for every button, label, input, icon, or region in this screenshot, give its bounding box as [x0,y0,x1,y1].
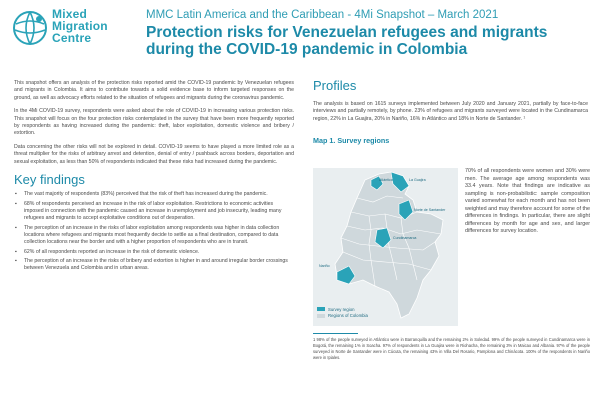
logo-line-1: Mixed [52,7,88,21]
footnote-divider [313,333,358,334]
mmc-logo[interactable] [12,8,127,52]
profiles-paragraph: The analysis is based on 1615 surveys implemented between July 2020 and January 2021, partially by face-to-face interviews and partially remotely, by phone. 23% of refugees and migrants surveyed were located in the Cundinamarca region, 22% in La Guajira, 20% in Nariño, 16% in Atlántico and 18% in Norte de Santander. ¹ [313,101,588,122]
footnote: 1 98% of the people surveyed in Atlántico were in Barranquilla and the remaining 2% in Soledad. 99% of the people surveyed in Cundinamarca were in Bogotá, the remaining 1% in Soacha. 97% of respondents in La Guajira were in Riohacha, the remaining 3% in Maicao and Albania. 97% of the people surveyed in Norte de Santander were in Cúcuta, the remaining 43% in Villa Del Rosario, Pamplona and Chinácota. 100% of the respondents in Nariño were in Ipiales. [313,337,590,360]
colombia-map-graphic [313,168,458,326]
legend-label-regions: Regions of Colombia [328,313,368,318]
map-label-norte-de-santander: Norte de Santander [414,208,446,212]
right-column [313,78,588,149]
key-findings-list [14,191,294,273]
intro-paragraph-1: This snapshot offers an analysis of the protection risks reported amid the COVID-19 pandemic by Venezuelan refugees and migrants in Colombia. It aims to contribute towards a solid evidence base to inform targeted responses on the ground, as well as advocacy efforts related to the situation of refugees and migrants during the coronavirus pandemic. [14,80,294,101]
colombia-survey-map [313,168,458,326]
map-title: Map 1. Survey regions [313,136,390,146]
map-label-atlantico: Atlántico [379,178,393,182]
intro-paragraph-3: Data concerning the other risks will not be explored in detail. COVID-19 seems to have played a more limited role as a threat multiplier for the risks of arbitrary arrest and detention, denial of entry / pushback across borders, deportation and sexual exploitation, as less than 50% of respondents indicated that these risks had increased during the pandemic. [14,143,294,165]
snapshot-supertitle: MMC Latin America and the Caribbean - 4Mi Snapshot – March 2021 [146,9,499,21]
key-finding-item: ▪ 68% of respondents perceived an increase in the risk of labor exploitation. Restrictions to economic activities imposed in connection with the pandemic caused an increase in unemployment and job insecurity, leading many refugees and migrants to accept exploitative conditions out of desperation. [14,201,294,223]
intro-paragraph-2: In the 4Mi COVID-19 survey, respondents were asked about the role of COVID-19 in increasing various protection risks. This snapshot will focus on the four protection risks contemplated in the survey that have been more frequently reported by respondents as having increased during the pandemic: theft, labor exploitation, domestic violence and bribery / extortion. [14,108,294,137]
mmc-globe-logo-icon [12,10,48,46]
header [0,0,600,70]
logo-line-3: Centre [52,31,92,45]
key-finding-item: ▪ The perception of an increase in the risks of bribery and extortion is higher in and around irregular border crossings between Venezuela and Colombia and in urban areas. [14,258,294,273]
left-column [14,80,294,275]
logo-line-2: Migration [52,19,108,33]
legend-swatch-survey [317,307,325,311]
profiles-heading: Profiles [313,78,357,93]
map-label-narino: Nariño [319,264,330,268]
page-title: Protection risks for Venezuelan refugees and migrants during the COVID-19 pandemic in Colombia [146,24,548,58]
key-finding-item: ▪ The perception of an increase in the risks of labor exploitation among respondents was higher in data collection locations where refugees and migrants most frequently decide to settle as a final destination, compared to data collection locations near the border and with a higher proportion of respondents who are in transit. [14,225,294,247]
demographics-paragraph: 70% of all respondents were women and 30% were men. The average age among respondents was 33.4 years. Note that findings are indicative as sampling is non-probabilistic: sample composition varied somewhat for each month and has not been weighted and may therefore account for some of the differences in findings. In particular, there are slight differences by month for age and sex, and larger differences for survey location. [465,168,590,234]
legend-survey-region [317,307,368,312]
key-findings-heading: Key findings [14,172,85,188]
legend-swatch-regions [317,314,325,318]
logo-wordmark [52,8,108,44]
legend-label-survey: Survey region [328,306,355,312]
key-finding-item: ▪ 62% of all respondents reported an increase in the risk of domestic violence. [14,249,294,256]
map-legend [317,305,368,318]
legend-regions [317,313,368,318]
map-label-cundinamarca: Cundinamarca [393,236,417,240]
key-finding-item: ▪ The vast majority of respondents (83%) perceived that the risk of theft has increased during the pandemic. [14,191,294,198]
map-label-la-guajira: La Guajira [409,178,426,182]
